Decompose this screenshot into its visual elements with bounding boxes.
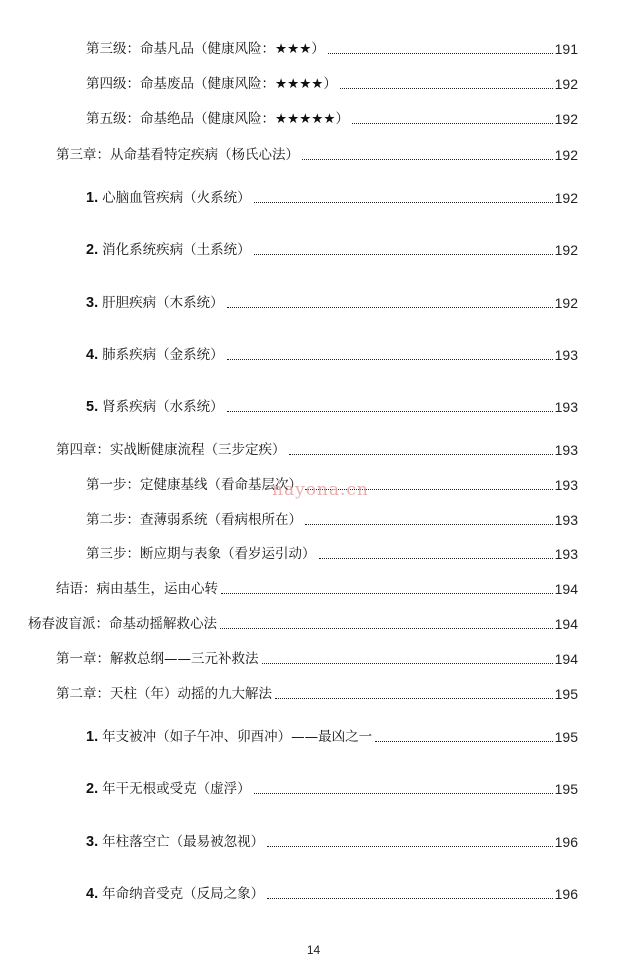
dot-leader xyxy=(254,793,553,794)
toc-entry-title: 结语：病由基生，运由心转 xyxy=(56,581,218,597)
toc-entry[interactable] xyxy=(86,106,578,128)
toc-entry-page: 192 xyxy=(554,295,578,311)
toc-entry-title: 第二章：天柱（年）动摇的九大解法 xyxy=(56,686,272,702)
toc-entry-page: 193 xyxy=(554,347,578,363)
toc-entry-page: 196 xyxy=(554,886,578,902)
toc-entry-page: 191 xyxy=(554,41,578,57)
dot-leader xyxy=(328,53,553,54)
toc-entry-page: 194 xyxy=(554,616,578,632)
toc-entry-title: 第一步：定健康基线（看命基层次） xyxy=(86,477,302,493)
toc-entry-page: 194 xyxy=(554,581,578,597)
toc-entry[interactable] xyxy=(86,724,578,746)
toc-entry-number: 2. xyxy=(86,242,99,258)
toc-entry-page: 193 xyxy=(554,442,578,458)
toc-entry-number: 2. xyxy=(86,781,99,797)
dot-leader xyxy=(375,741,553,742)
toc-entry-number: 5. xyxy=(86,399,99,415)
toc-entry-page: 193 xyxy=(554,512,578,528)
dot-leader xyxy=(221,593,553,594)
toc-entry-title: 年柱落空亡（最易被忽视） xyxy=(102,834,265,850)
toc-entry[interactable] xyxy=(86,507,578,529)
toc-entry-title: 第三步：断应期与表象（看岁运引动） xyxy=(86,546,316,562)
dot-leader xyxy=(227,359,553,360)
toc-entry-page: 192 xyxy=(554,76,578,92)
toc-entry[interactable] xyxy=(86,881,578,903)
toc-entry-number: 1. xyxy=(86,190,99,206)
toc-entry-number: 4. xyxy=(86,347,99,363)
toc-entry-title: 第五级：命基绝品（健康风险：★★★★★） xyxy=(86,111,350,127)
toc-entry-title: 心脑血管疾病（火系统） xyxy=(102,190,251,206)
toc-entry-page: 192 xyxy=(554,147,578,163)
toc-entry-number: 3. xyxy=(86,295,99,311)
dot-leader xyxy=(227,307,553,308)
toc-entry-page: 193 xyxy=(554,399,578,415)
toc-entry[interactable] xyxy=(86,776,578,798)
dot-leader xyxy=(254,254,553,255)
toc-entry-title: 肾系疾病（水系统） xyxy=(102,399,224,415)
watermark: nayona.cn xyxy=(272,480,369,500)
toc-entry-page: 192 xyxy=(554,111,578,127)
toc-entry[interactable] xyxy=(86,237,578,259)
toc-entry[interactable] xyxy=(56,646,578,668)
toc-entry-title: 消化系统疾病（土系统） xyxy=(102,242,251,258)
dot-leader xyxy=(220,628,553,629)
toc-entry-title: 第二步：查薄弱系统（看病根所在） xyxy=(86,512,302,528)
toc-entry-title: 年支被冲（如子午冲、卯酉冲）——最凶之一 xyxy=(102,729,373,745)
toc-entry[interactable] xyxy=(56,142,578,164)
toc-entry-title: 肺系疾病（金系统） xyxy=(102,347,224,363)
dot-leader xyxy=(267,898,553,899)
dot-leader xyxy=(352,123,553,124)
dot-leader xyxy=(275,698,553,699)
toc-entry[interactable] xyxy=(86,290,578,312)
dot-leader xyxy=(302,159,553,160)
toc-entry-title: 肝胆疾病（木系统） xyxy=(102,295,224,311)
toc-entry[interactable] xyxy=(86,36,578,58)
toc-entry-title: 年命纳音受克（反局之象） xyxy=(102,886,265,902)
toc-entry-page: 193 xyxy=(554,546,578,562)
toc-entry-title: 年干无根或受克（虚浮） xyxy=(102,781,251,797)
dot-leader xyxy=(267,846,553,847)
toc-entry-page: 195 xyxy=(554,686,578,702)
toc-entry[interactable] xyxy=(86,342,578,364)
toc-entry-title: 第四级：命基废品（健康风险：★★★★） xyxy=(86,76,337,92)
toc-entry-title: 第四章：实战断健康流程（三步定疾） xyxy=(56,442,286,458)
toc-entry-number: 1. xyxy=(86,729,99,745)
toc-entry[interactable] xyxy=(86,185,578,207)
toc-entry-title: 第三章：从命基看特定疾病（杨氏心法） xyxy=(56,147,299,163)
toc-entry-page: 195 xyxy=(554,729,578,745)
toc-entry-page: 196 xyxy=(554,834,578,850)
toc-entry-number: 3. xyxy=(86,834,99,850)
dot-leader xyxy=(305,524,553,525)
page-number: 14 xyxy=(306,943,321,957)
toc-entry-page: 193 xyxy=(554,477,578,493)
toc-entry-title: 第一章：解救总纲——三元补救法 xyxy=(56,651,259,667)
dot-leader xyxy=(262,663,553,664)
dot-leader xyxy=(254,202,553,203)
toc-entry[interactable] xyxy=(86,829,578,851)
toc-entry-page: 194 xyxy=(554,651,578,667)
toc-entry[interactable] xyxy=(86,71,578,93)
toc-entry-title: 第三级：命基凡品（健康风险：★★★） xyxy=(86,41,325,57)
toc-entry-number: 4. xyxy=(86,886,99,902)
toc-entry[interactable] xyxy=(56,681,578,703)
toc-entry[interactable] xyxy=(28,611,578,633)
dot-leader xyxy=(289,454,553,455)
toc-entry[interactable] xyxy=(86,541,578,563)
toc-entry-page: 195 xyxy=(554,781,578,797)
toc-entry-page: 192 xyxy=(554,190,578,206)
toc-entry[interactable] xyxy=(86,394,578,416)
toc-entry[interactable] xyxy=(56,437,578,459)
dot-leader xyxy=(340,88,553,89)
toc-entry-page: 192 xyxy=(554,242,578,258)
dot-leader xyxy=(227,411,553,412)
toc-entry-title: 杨春波盲派：命基动摇解救心法 xyxy=(28,616,217,632)
toc-entry[interactable] xyxy=(56,576,578,598)
dot-leader xyxy=(319,558,553,559)
